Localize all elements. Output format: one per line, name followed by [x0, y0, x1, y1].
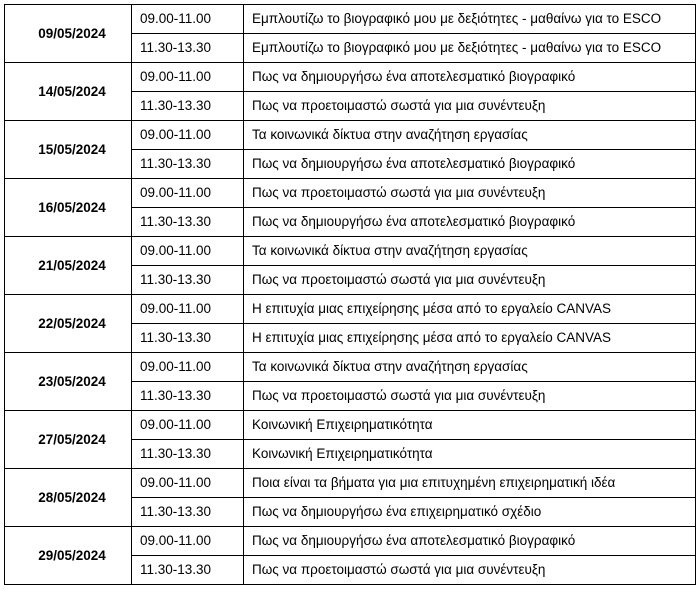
- time-cell: 09.00-11.00: [132, 5, 244, 34]
- topic-cell: Τα κοινωνικά δίκτυα στην αναζήτηση εργασίας: [244, 353, 696, 382]
- time-cell: 09.00-11.00: [132, 353, 244, 382]
- date-cell: 27/05/2024: [5, 411, 132, 469]
- table-row: [5, 63, 696, 92]
- date-cell: 15/05/2024: [5, 121, 132, 179]
- topic-cell: Τα κοινωνικά δίκτυα στην αναζήτηση εργασίας: [244, 237, 696, 266]
- time-cell: 09.00-11.00: [132, 237, 244, 266]
- schedule-body: [5, 5, 696, 585]
- time-cell: 11.30-13.30: [132, 208, 244, 237]
- time-cell: 09.00-11.00: [132, 121, 244, 150]
- time-cell: 11.30-13.30: [132, 498, 244, 527]
- topic-cell: Πως να δημιουργήσω ένα αποτελεσματικό βιογραφικό: [244, 150, 696, 179]
- table-row: [5, 411, 696, 440]
- topic-cell: Η επιτυχία μιας επιχείρησης μέσα από το εργαλείο CANVAS: [244, 295, 696, 324]
- table-row: [5, 527, 696, 556]
- topic-cell: Πως να δημιουργήσω ένα επιχειρηματικό σχέδιο: [244, 498, 696, 527]
- table-row: [5, 237, 696, 266]
- topic-cell: Ποια είναι τα βήματα για μια επιτυχημένη επιχειρηματική ιδέα: [244, 469, 696, 498]
- date-cell: 28/05/2024: [5, 469, 132, 527]
- time-cell: 11.30-13.30: [132, 150, 244, 179]
- topic-cell: Πως να δημιουργήσω ένα αποτελεσματικό βιογραφικό: [244, 63, 696, 92]
- topic-cell: Πως να προετοιμαστώ σωστά για μια συνέντευξη: [244, 556, 696, 585]
- table-row: [5, 121, 696, 150]
- table-row: [5, 295, 696, 324]
- date-cell: 29/05/2024: [5, 527, 132, 585]
- time-cell: 11.30-13.30: [132, 324, 244, 353]
- topic-cell: Εμπλουτίζω το βιογραφικό μου με δεξιότητες - μαθαίνω για το ESCO: [244, 5, 696, 34]
- time-cell: 09.00-11.00: [132, 469, 244, 498]
- topic-cell: Κοινωνική Επιχειρηματικότητα: [244, 440, 696, 469]
- time-cell: 09.00-11.00: [132, 295, 244, 324]
- topic-cell: Πως να προετοιμαστώ σωστά για μια συνέντευξη: [244, 179, 696, 208]
- table-row: [5, 179, 696, 208]
- date-cell: 22/05/2024: [5, 295, 132, 353]
- topic-cell: Πως να προετοιμαστώ σωστά για μια συνέντευξη: [244, 382, 696, 411]
- time-cell: 09.00-11.00: [132, 179, 244, 208]
- time-cell: 11.30-13.30: [132, 34, 244, 63]
- topic-cell: Εμπλουτίζω το βιογραφικό μου με δεξιότητες - μαθαίνω για το ESCO: [244, 34, 696, 63]
- table-row: [5, 5, 696, 34]
- topic-cell: Τα κοινωνικά δίκτυα στην αναζήτηση εργασίας: [244, 121, 696, 150]
- date-cell: 23/05/2024: [5, 353, 132, 411]
- schedule-table: [4, 4, 696, 585]
- table-row: [5, 469, 696, 498]
- time-cell: 09.00-11.00: [132, 527, 244, 556]
- time-cell: 11.30-13.30: [132, 266, 244, 295]
- time-cell: 09.00-11.00: [132, 411, 244, 440]
- topic-cell: Κοινωνική Επιχειρηματικότητα: [244, 411, 696, 440]
- topic-cell: Πως να προετοιμαστώ σωστά για μια συνέντευξη: [244, 92, 696, 121]
- time-cell: 11.30-13.30: [132, 92, 244, 121]
- topic-cell: Η επιτυχία μιας επιχείρησης μέσα από το εργαλείο CANVAS: [244, 324, 696, 353]
- date-cell: 09/05/2024: [5, 5, 132, 63]
- topic-cell: Πως να προετοιμαστώ σωστά για μια συνέντευξη: [244, 266, 696, 295]
- schedule-container: [4, 4, 696, 585]
- time-cell: 11.30-13.30: [132, 556, 244, 585]
- time-cell: 11.30-13.30: [132, 382, 244, 411]
- date-cell: 16/05/2024: [5, 179, 132, 237]
- topic-cell: Πως να δημιουργήσω ένα αποτελεσματικό βιογραφικό: [244, 527, 696, 556]
- time-cell: 11.30-13.30: [132, 440, 244, 469]
- time-cell: 09.00-11.00: [132, 63, 244, 92]
- date-cell: 21/05/2024: [5, 237, 132, 295]
- table-row: [5, 353, 696, 382]
- topic-cell: Πως να δημιουργήσω ένα αποτελεσματικό βιογραφικό: [244, 208, 696, 237]
- date-cell: 14/05/2024: [5, 63, 132, 121]
